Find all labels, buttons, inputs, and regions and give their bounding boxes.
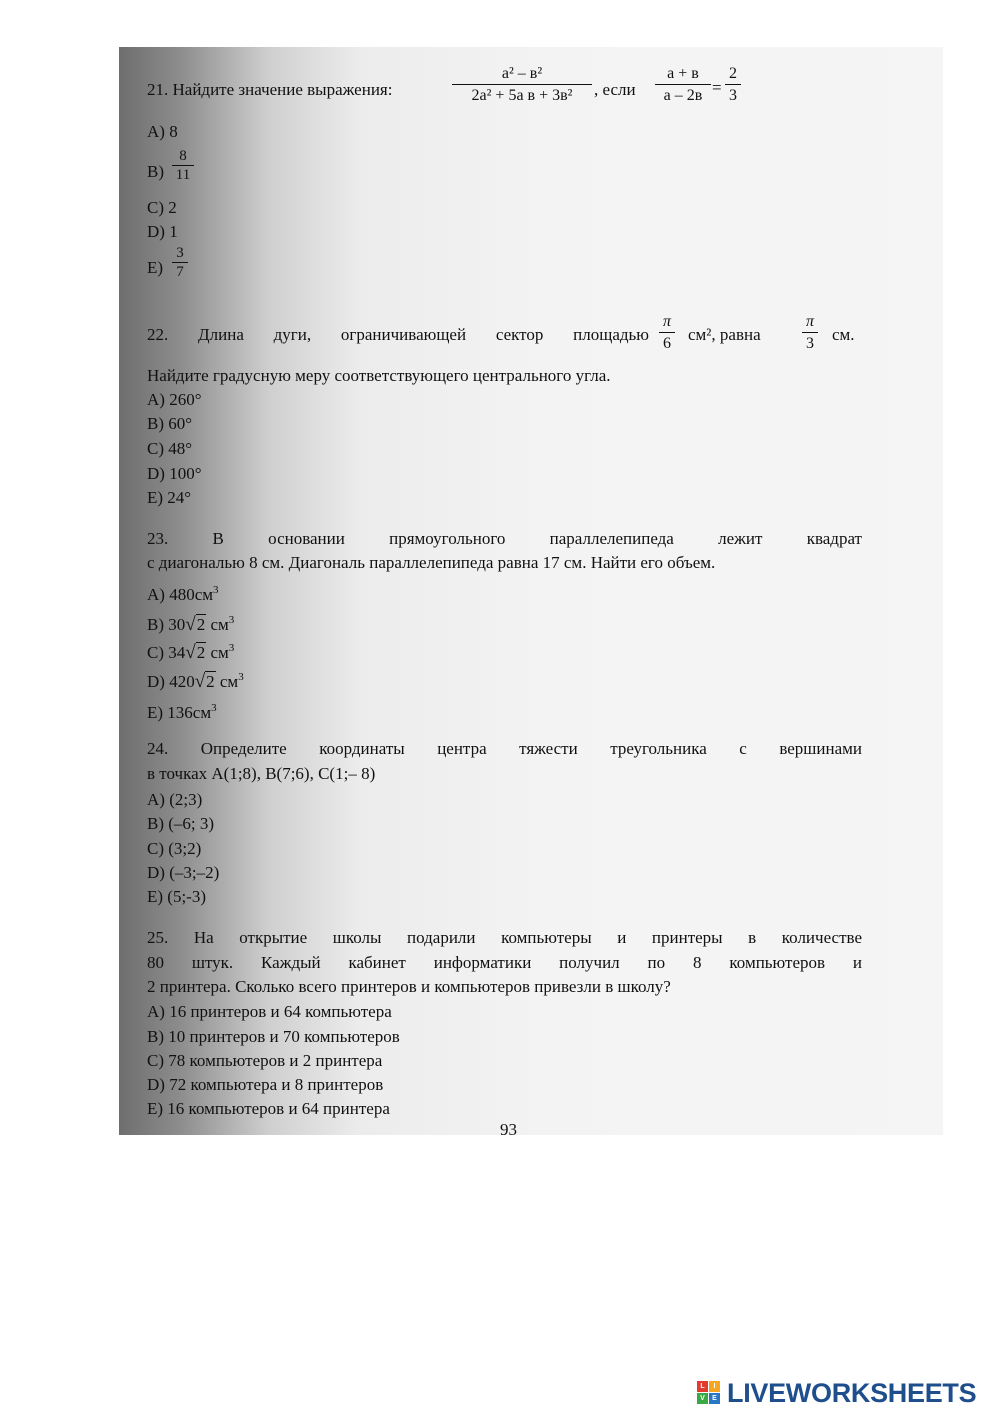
q23-option-e-label: E) 136 [147,703,193,722]
q22-area-pi: π [662,313,671,330]
q21-result-numerator: 2 [729,65,737,82]
q24-line2: в точках A(1;8), B(7;6), C(1;– 8) [147,764,376,783]
q22-area-den: 6 [663,335,671,352]
q21-option-b-num: 8 [179,148,187,164]
q25-line2: 80 штук. Каждый кабинет информатики получил по 8 компьютеров и [147,953,862,972]
cube-letter-v: V [697,1393,708,1404]
q24-option-e: E) (5;-3) [147,887,207,906]
cube-letter-l: L [697,1381,708,1392]
q25-line1: 25. На открытие школы подарили компьютеры и принтеры в количестве [147,928,862,947]
q22-line2: Найдите градусную меру соответствующего центрального угла. [147,366,611,385]
q22-option-a: A) 260° [147,390,202,409]
q23-option-a-label: A) 480 [147,585,195,604]
q22-option-e: E) 24° [147,488,192,507]
q21-option-b-den: 11 [175,167,191,183]
q23-option-e-unit: см [192,703,212,722]
q23-option-a [147,580,219,605]
q23-option-e [147,698,217,723]
q21-option-c: C) 2 [147,198,177,217]
q23-option-b: B) 30√2 $см^3$ [147,614,235,635]
q22-area-unit: см², равна [688,325,761,344]
q21-frac-denominator: 2a² + 5a в + 3в² [471,87,573,104]
q22-length-fraction [802,312,818,355]
q21-option-e-label: E) [147,258,164,277]
q23-option-d: D) 420√2 $см^3$ [147,671,244,692]
q22-line1: 22. Длина дуги, ограничивающей сектор площадью [147,325,649,344]
q23-option-b-label: B) 30 [147,615,186,634]
q25-option-b: B) 10 принтеров и 70 компьютеров [147,1027,400,1046]
page-number: 93 [500,1120,517,1139]
cube-letter-e: E [709,1393,720,1404]
q23-option-c: C) 34√2 $см^3$ [147,642,235,663]
q23-line2: с диагональю 8 см. Диагональ параллелепипеда равна 17 см. Найти его объем. [147,553,716,572]
q23-option-d-unit: см [219,672,239,691]
q25-option-e: E) 16 компьютеров и 64 принтера [147,1099,390,1118]
q22-length-pi: π [805,313,814,330]
q21-option-e-num: 3 [176,245,184,261]
q21-condition-fraction [655,64,711,107]
q22-length-unit: см. [832,325,855,344]
q23-option-e-cube: 3 [211,702,217,714]
q23-option-a-cube: 3 [213,584,219,596]
q23-option-c-root: 2 [196,643,206,662]
q24-option-c: C) (3;2) [147,839,202,858]
q21-option-b-label: B) [147,162,164,181]
q22-option-d: D) 100° [147,464,202,483]
q23-option-c-unit: см [210,643,229,662]
q24-option-d: D) (–3;–2) [147,863,220,882]
q21-option-a: A) 8 [147,122,178,141]
q23-option-b-cube: 3 [228,614,235,626]
q24-option-b: B) (–6; 3) [147,814,215,833]
q22-area-fraction [659,312,675,355]
q22-option-b: B) 60° [147,414,193,433]
q21-if-text: , если [594,80,636,99]
q21-option-d: D) 1 [147,222,178,241]
q25-option-d: D) 72 компьютера и 8 принтеров [147,1075,384,1094]
liveworksheets-cube-icon [697,1381,723,1405]
q23-option-d-root: 2 [206,672,215,691]
q21-equals: = [712,78,722,97]
q21-option-e-den: 7 [176,264,184,280]
q23-option-c-label: C) 34 [147,643,186,662]
q21-frac-numerator: a² – в² [501,65,543,82]
q21-cond-numerator: a + в [667,65,699,82]
liveworksheets-logo-text: LIVEWORKSHEETS [727,1377,977,1408]
q23-option-b-unit: см [210,615,229,634]
liveworksheets-watermark [697,1376,976,1410]
q21-result-denominator: 3 [729,87,737,104]
q23-option-d-label: D) 420 [147,672,195,691]
q21-prefix: 21. Найдите значение выражения: [147,80,393,99]
q23-option-c-cube: 3 [228,642,235,654]
q23-option-b-root: 2 [196,615,206,634]
q23-option-a-unit: см [194,585,214,604]
q22-length-den: 3 [806,335,814,352]
q25-option-a: A) 16 принтеров и 64 компьютера [147,1002,392,1021]
q21-result-fraction [725,64,741,107]
q21-option-e-fraction [172,244,188,281]
q21-cond-denominator: a – 2в [663,87,703,104]
q25-line3: 2 принтера. Сколько всего принтеров и компьютеров привезли в школу? [147,977,671,996]
q23-option-d-cube: 3 [238,671,244,683]
q23-line1: 23. В основании прямоугольного параллелепипеда лежит квадрат [147,529,862,548]
q21-main-fraction [452,64,592,107]
q24-line1: 24. Определите координаты центра тяжести треугольника с вершинами [147,739,862,758]
q24-option-a: A) (2;3) [147,790,203,809]
q21-option-b-fraction [172,147,194,184]
q25-option-c: C) 78 компьютеров и 2 принтера [147,1051,383,1070]
q22-option-c: C) 48° [147,439,193,458]
cube-letter-i: I [709,1381,720,1392]
